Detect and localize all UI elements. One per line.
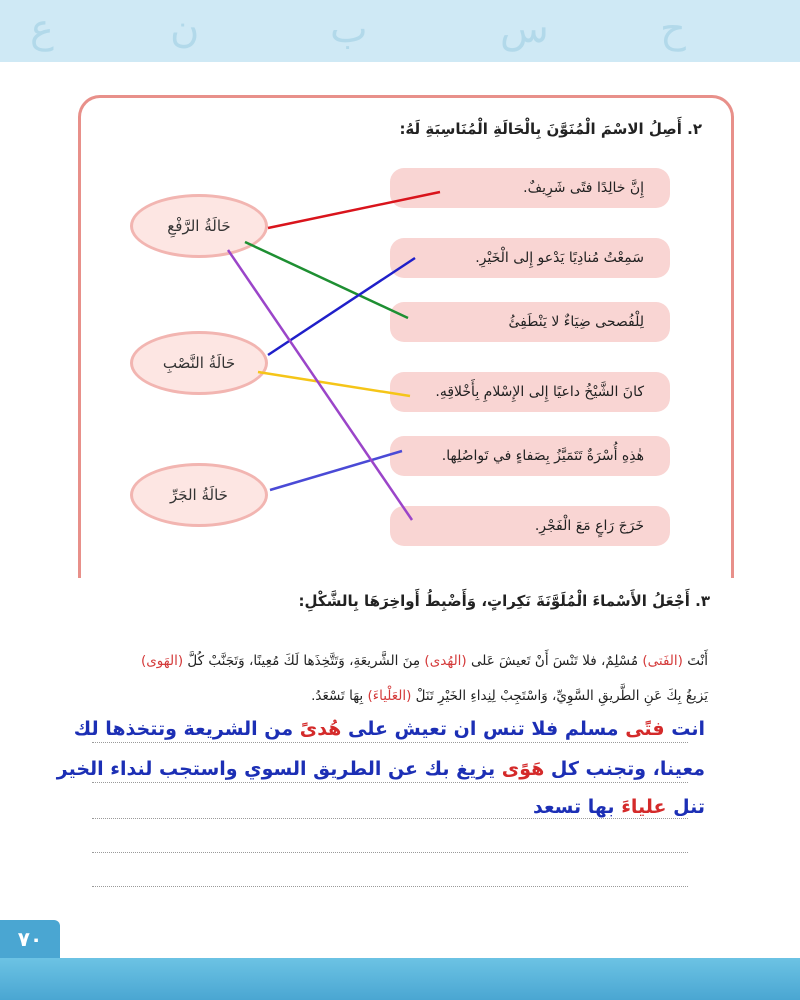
highlighted-noun: (الفَتى) <box>642 653 683 669</box>
answer-line[interactable] <box>92 742 688 743</box>
handwritten-answer-line-1: انت فتًى مسلم فلا تنس ان تعيش على هُدىً من الشريعة وتتخذها لك <box>73 718 705 740</box>
sentence-box[interactable]: هٰذِهِ أُسْرَةٌ تَتَمَيَّزُ بِصَفاءٍ في تَواصُلِها. <box>390 436 670 476</box>
sentence-box[interactable]: لِلْفُصحى ضِيَاءٌ لا يَنْطَفِئُ <box>390 302 670 342</box>
answer-line[interactable] <box>92 852 688 853</box>
sentence-box[interactable]: إِنَّ خالِدًا فتًى شَرِيفٌ. <box>390 168 670 208</box>
case-genitive-oval[interactable]: حَالَةُ الجَرِّ <box>130 463 268 527</box>
answer-line[interactable] <box>92 886 688 887</box>
answer-line[interactable] <box>92 818 688 819</box>
answer-line[interactable] <box>92 782 688 783</box>
calligraphy-decoration-icon: ع <box>30 6 54 52</box>
matching-line-purple <box>228 250 412 520</box>
matching-line-red <box>268 192 440 228</box>
sentence-box[interactable]: كانَ الشَّيْخُ داعيًا إِلى الإِسْلامِ بِأَخْلاقِهِ. <box>390 372 670 412</box>
calligraphy-decoration-icon: ح <box>660 6 686 52</box>
highlighted-noun: (العَلْياءَ) <box>367 688 412 704</box>
calligraphy-decoration-icon: ن <box>170 6 200 52</box>
calligraphy-decoration-icon: س <box>500 6 549 52</box>
highlighted-noun: (الهَوى) <box>140 653 184 669</box>
sentence-box[interactable]: خَرَجَ رَاعٍ مَعَ الْفَجْرِ. <box>390 506 670 546</box>
question-3-heading: ٣. أَجْعَلُ الأَسْماءَ الْمُلَوَّنَةَ نَكِراتٍ، وَأَضْبِطُ أَواخِرَهَا بِالشَّكْلِ: <box>298 592 710 610</box>
page-number: ٧٠ <box>0 920 60 958</box>
highlighted-noun: (الهُدى) <box>424 653 467 669</box>
bottom-decorative-band <box>0 958 800 1000</box>
sentence-box[interactable]: سَمِعْتُ مُنادِيًا يَدْعو إِلى الْخَيْرِ. <box>390 238 670 278</box>
exercise-paragraph-line-1: أَنْتَ (الفَتى) مُسْلِمٌ، فلا تَنْسَ أَنْ تَعيشَ عَلى (الهُدى) مِنَ الشَّريعَةِ، وَتَتَّخِذَها لَكَ مُعِينًا، وَتَجَنَّبْ كُلَّ (الهَوى) <box>140 653 708 669</box>
matching-line-slate-blue <box>270 451 402 490</box>
question-2-heading: ٢. أَصِلُ الاسْمَ الْمُنَوَّنَ بِالْحَالَةِ الْمُنَاسِبَةِ لَهُ: <box>399 120 702 138</box>
calligraphy-decoration-icon: ب <box>330 6 368 52</box>
handwritten-answer-line-2: معينا، وتجنب كل هَوًى يزيغ بك عن الطريق السوي واستجب لنداء الخير <box>56 758 705 780</box>
matching-line-yellow <box>258 372 410 396</box>
handwritten-answer-line-3: تنل علياءَ بها تسعد <box>532 796 705 818</box>
case-nominative-oval[interactable]: حَالَةُ الرَّفْعِ <box>130 194 268 258</box>
case-accusative-oval[interactable]: حَالَةُ النَّصْبِ <box>130 331 268 395</box>
exercise-paragraph-line-2: يَزيغُ بِكَ عَنِ الطَّريقِ السَّوِيِّ، وَاسْتَجِبْ لِنِداءِ الخَيْرِ تَنَلْ (العَلْياءَ) بِهَا تَسْعَدُ. <box>311 688 708 704</box>
